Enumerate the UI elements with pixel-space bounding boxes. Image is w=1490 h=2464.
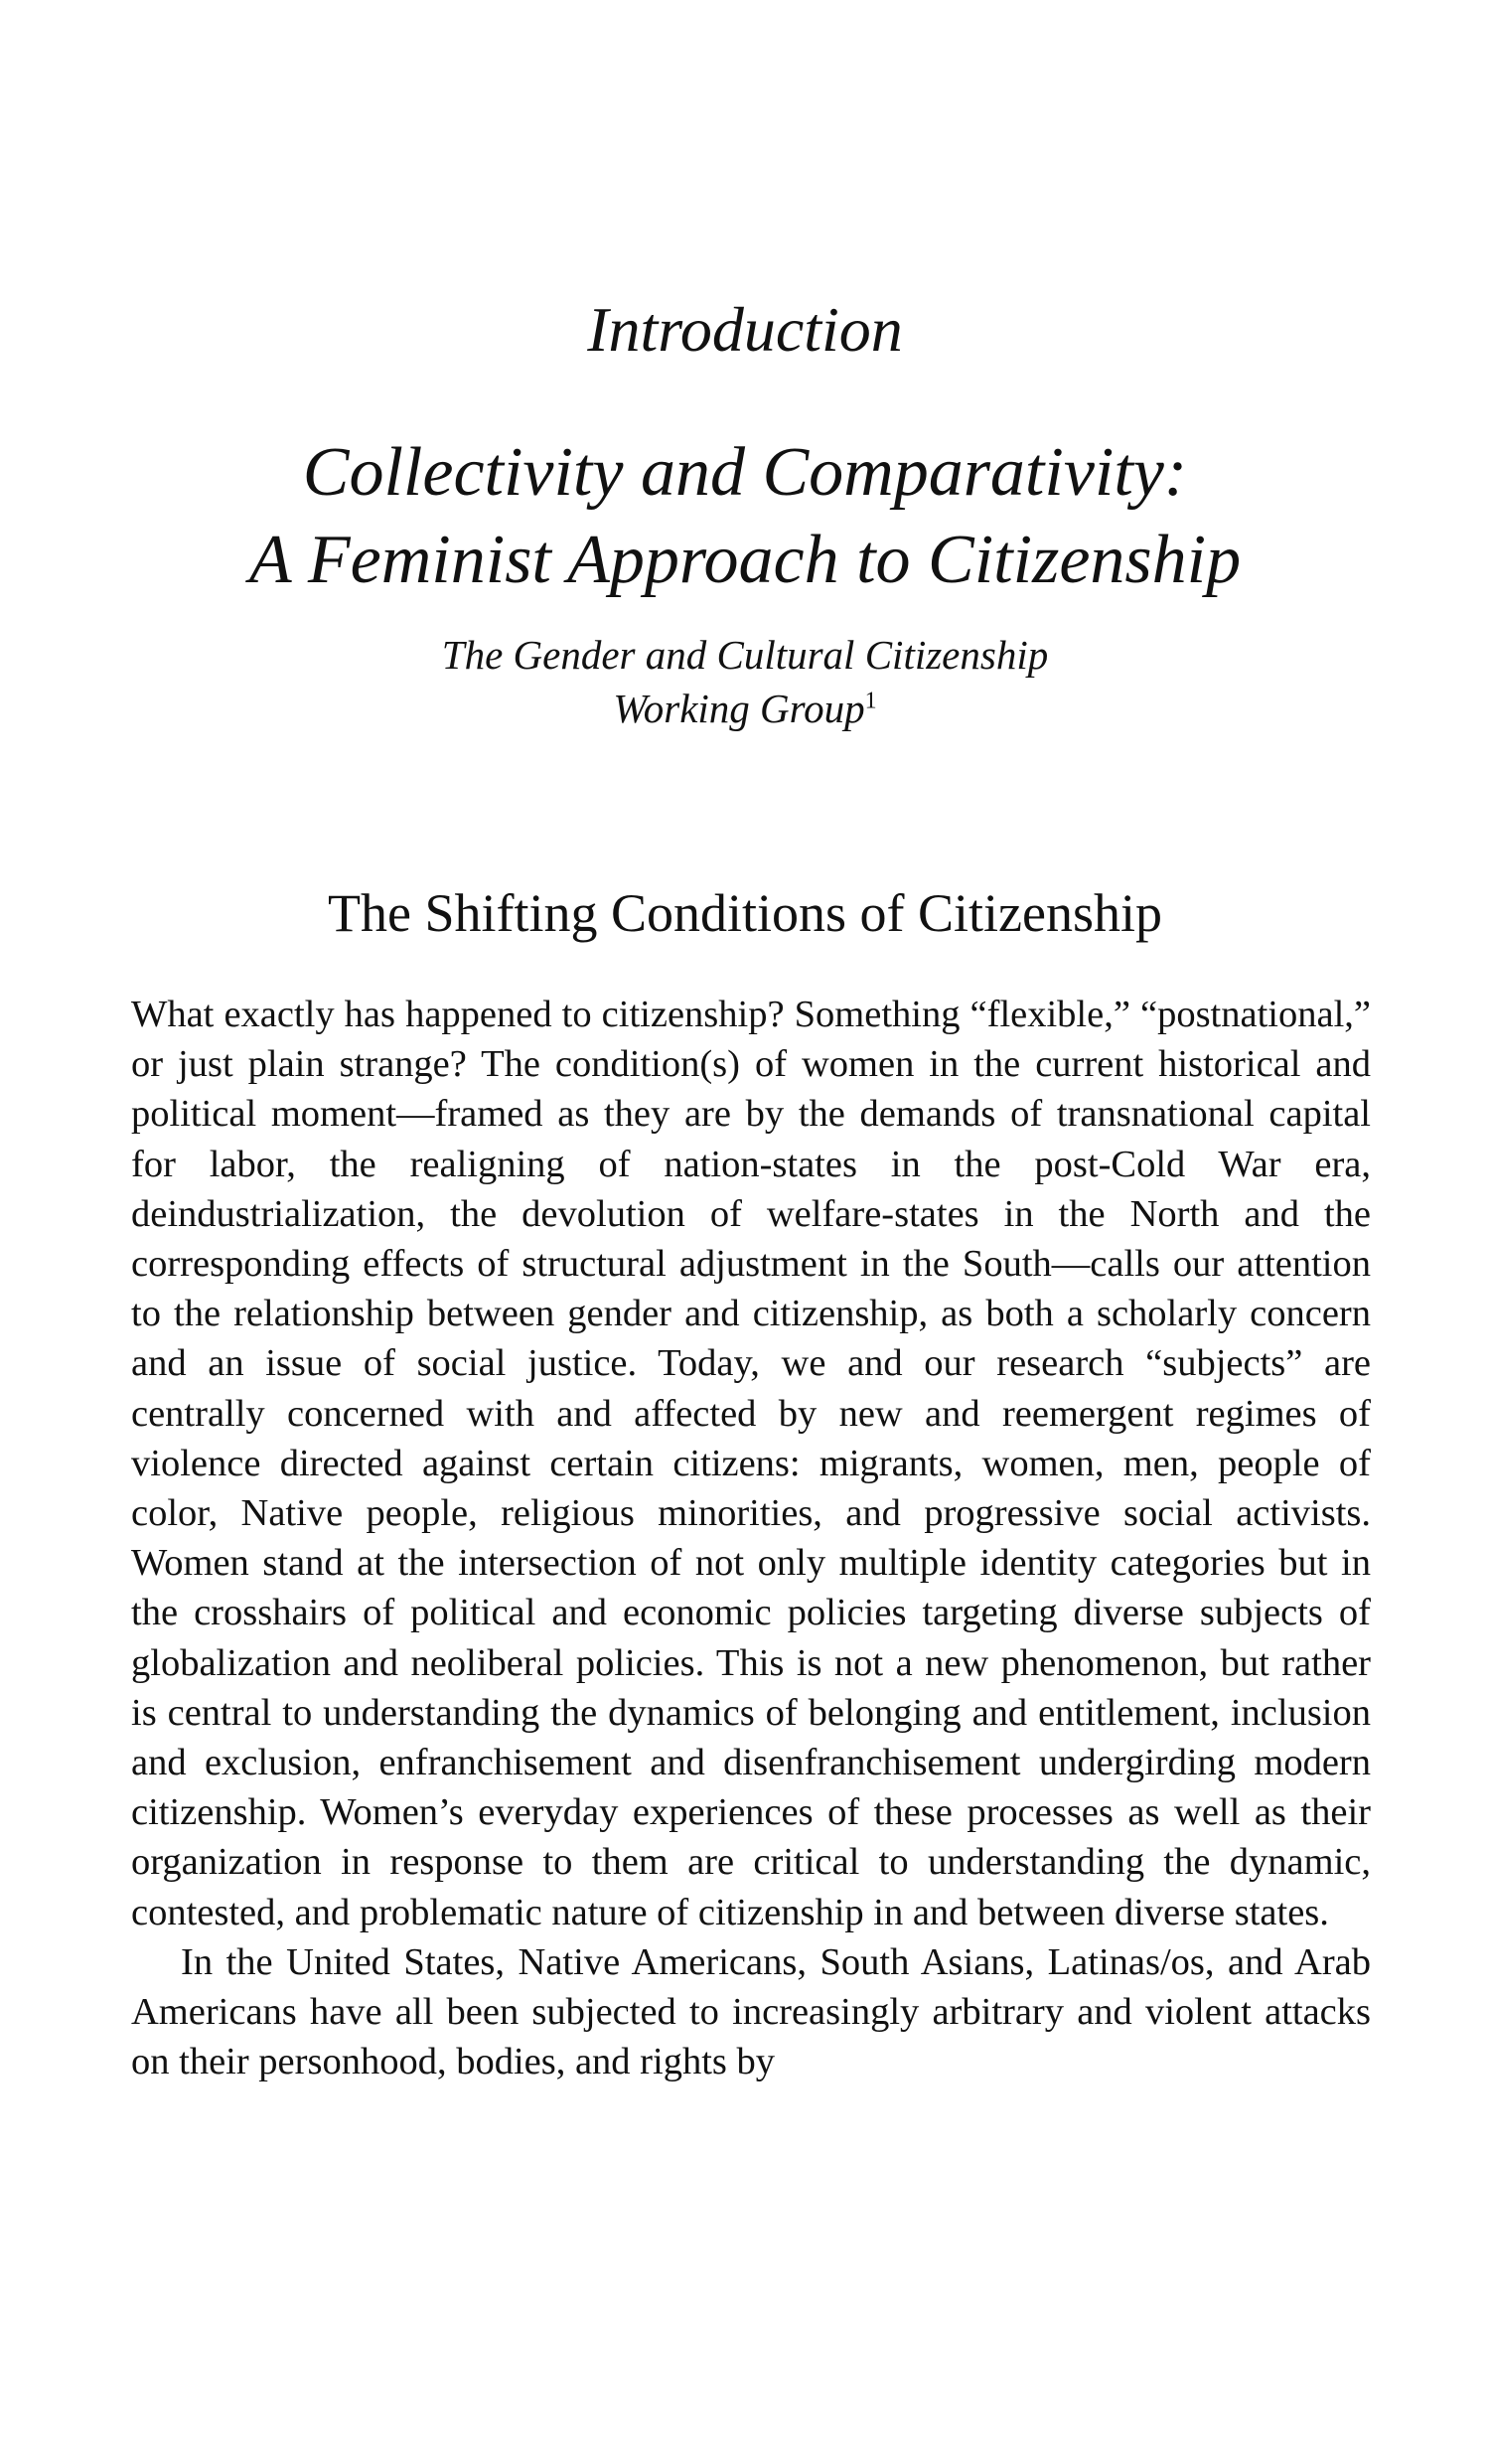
chapter-label: Introduction: [587, 294, 903, 365]
byline-line-2: [0, 682, 1490, 735]
footnote-marker[interactable]: 1: [864, 688, 877, 714]
paragraph-1: What exactly has happened to citizenship? Something “flexible,” “postnational,” or just plain strange? The condition(s) of women in the current historical and political moment—framed as they are by the demands of transnational capital for labor, the realigning of nation-states in the post-Cold War era, deindustrialization, the devolution of welfare-states in the North and the corresponding effects of structural adjustment in the South—calls our attention to the relationship between gender and citizenship, as both a scholarly concern and an issue of social justice. Today, we and our research “subjects” are centrally concerned with and affected by new and reemergent regimes of violence directed against certain citizens: migrants, women, men, people of color, Native people, religious minorities, and progressive social activists. Women stand at the intersection of not only multiple identity categories but in the crosshairs of political and economic policies targeting diverse subjects of globalization and neoliberal policies. This is not a new phenomenon, but rather is central to understanding the dynamics of belonging and entitlement, inclusion and exclusion, enfranchisement and disenfranchisement undergirding modern citizenship. Women’s everyday experiences of these processes as well as their organization in response to them are critical to understanding the dynamic, contested, and problematic nature of citizenship in and between diverse states.: [131, 994, 1371, 1933]
chapter-title-line-2: A Feminist Approach to Citizenship: [248, 522, 1242, 598]
chapter-title-line-1: Collectivity and Comparativity:: [302, 434, 1188, 511]
paragraph-2: In the United States, Native Americans, South Asians, Latinas/os, and Arab Americans have all been subjected to increasingly arbitrary and violent attacks on their personhood, bodies, and rights by: [131, 1940, 1371, 2083]
author-byline: [0, 628, 1490, 735]
section-heading: The Shifting Conditions of Citizenship: [328, 883, 1162, 943]
body-text: [131, 990, 1371, 2086]
byline-line-1: The Gender and Cultural Citizenship: [441, 632, 1049, 678]
chapter-title: [0, 429, 1490, 604]
byline-group-name: Working Group: [613, 686, 865, 731]
